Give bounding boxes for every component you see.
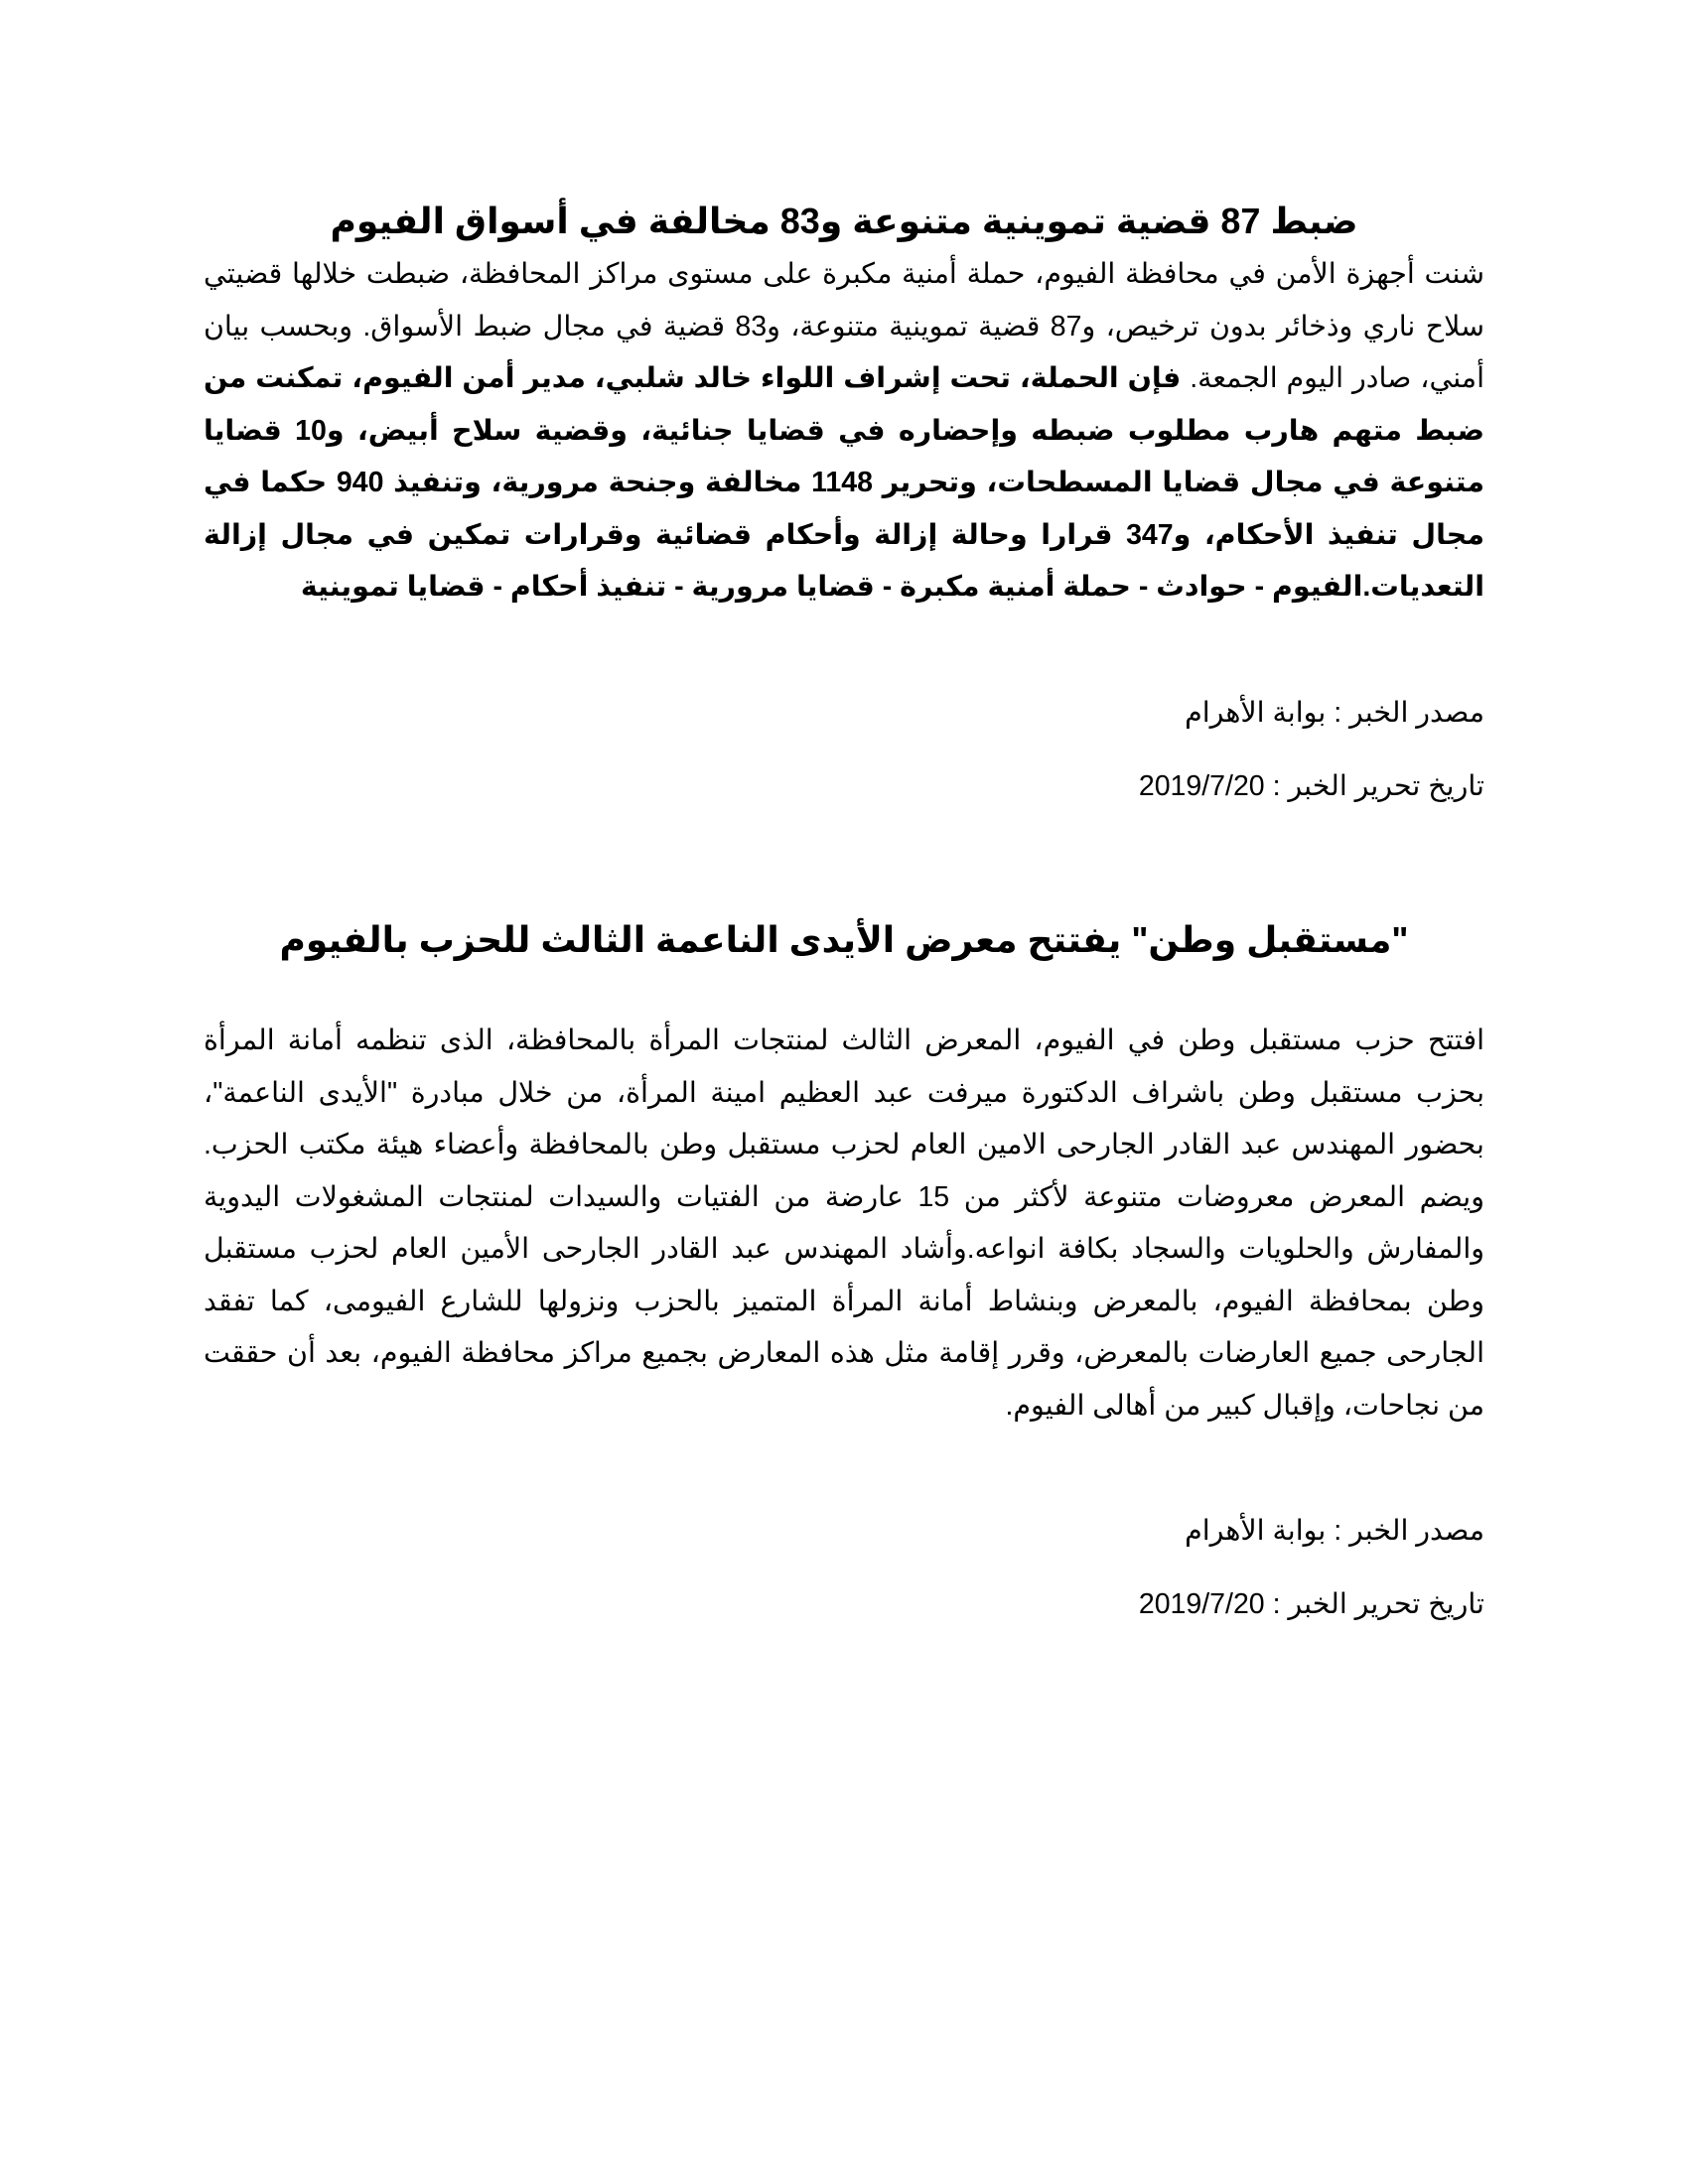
news-article-2 bbox=[204, 913, 1484, 1626]
article-1-body-regular: شنت أجهزة الأمن في محافظة الفيوم، حملة أمنية مكبرة على مستوى مراكز المحافظة، ضبطت خلالها قضيتي سلاح ناري وذخائر بدون ترخيص، و87 قضية تموينية متنوعة، و83 قضية في مجال ضبط الأسواق. وبحسب بيان أمني، صادر اليوم الجمعة. bbox=[204, 258, 1484, 394]
news-article-1 bbox=[204, 195, 1484, 808]
article-2-source: مصدر الخبر : بوابة الأهرام bbox=[1185, 1515, 1484, 1547]
article-2-body: افتتح حزب مستقبل وطن في الفيوم، المعرض الثالث لمنتجات المرأة بالمحافظة، الذى تنظمه أمانة المرأة بحزب مستقبل وطن باشراف الدكتورة ميرفت عبد العظيم امينة المرأة، من خلال مبادرة "الأيدى الناعمة"، بحضور المهندس عبد القادر الجارحى الامين العام لحزب مستقبل وطن بالمحافظة وأعضاء هيئة مكتب الحزب. ويضم المعرض معروضات متنوعة لأكثر من 15 عارضة من الفتيات والسيدات لمنتجات المشغولات اليدوية والمفارش والحلويات والسجاد بكافة انواعه.وأشاد المهندس عبد القادر الجارحى الأمين العام لحزب مستقبل وطن بمحافظة الفيوم، بالمعرض وبنشاط أمانة المرأة المتميز بالحزب ونزولها للشارع الفيومى، كما تفقد الجارحى جميع العارضات بالمعرض، وقرر إقامة مثل هذه المعارض بجميع مراكز محافظة الفيوم، بعد أن حققت من نجاحات، وإقبال كبير من أهالى الفيوم. bbox=[204, 1024, 1484, 1422]
article-1-headline: ضبط 87 قضية تموينية متنوعة و83 مخالفة في أسواق الفيوم bbox=[330, 201, 1358, 241]
article-1-body-bold: فإن الحملة، تحت إشراف اللواء خالد شلبي، مدير أمن الفيوم، تمكنت من ضبط متهم هارب مطلوب ضبطه وإحضاره في قضايا جنائية، وقضية سلاح أبيض، و10 قضايا متنوعة في مجال قضايا المسطحات، وتحرير 1148 مخالفة وجنحة مرورية، وتنفيذ 940 حكما في مجال تنفيذ الأحكام، و347 قرارا وحالة إزالة وأحكام قضائية وقرارات تمكين في مجال إزالة التعديات.الفيوم - حوادث - حملة أمنية مكبرة - قضايا مرورية - تنفيذ أحكام - قضايا تموينية bbox=[204, 362, 1484, 603]
article-1-body bbox=[204, 248, 1484, 614]
article-2-headline: "مستقبل وطن" يفتتح معرض الأيدى الناعمة الثالث للحزب بالفيوم bbox=[279, 919, 1409, 960]
article-1-source: مصدر الخبر : بوابة الأهرام bbox=[1185, 696, 1484, 729]
article-1-date: تاريخ تحرير الخبر : 2019/7/20 bbox=[1138, 769, 1484, 802]
article-2-date: تاريخ تحرير الخبر : 2019/7/20 bbox=[1138, 1588, 1484, 1620]
